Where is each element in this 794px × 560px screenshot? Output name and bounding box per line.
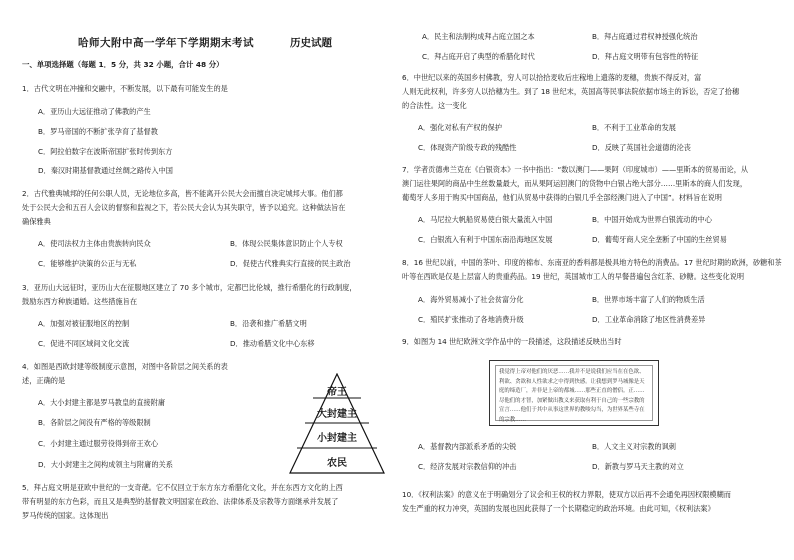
q8-option-b[interactable]: B．世界市场丰富了人们的物质生活 [592, 295, 705, 304]
q1-option-d[interactable]: D．秦汉时期基督教通过丝绸之路传入中国 [38, 166, 173, 175]
q2-stem-line2: 处于公民大会和五百人会议的督察和监视之下，若公民大会认为其失职守，皆予以追究。这种做法旨在 [22, 203, 346, 212]
q8-stem-line2: 叶等在西欧是仅是上层富人的贵重药品。19 世纪，英国城市工人的早餐普遍包含红茶、砂糖。这些变化说明 [402, 272, 745, 281]
q6-option-c[interactable]: C．体现资产阶级专政的残酷性 [418, 143, 517, 152]
q10-stem-line1: 10．《权利法案》的意义在于明确划分了议会和王权的权力界限，使双方以后再不会通免再因权限模糊而 [402, 490, 731, 499]
q9-option-d[interactable]: D．新教与罗马天主教的对立 [592, 462, 684, 471]
q9-quote-box [489, 360, 659, 426]
q7-stem-line3: 葡萄牙人多用于购买中国商品，他们从贸易中获得的白银几乎全部经澳门进入了中国”。材料旨在说明 [402, 193, 722, 202]
q5-stem-line2: 带有明显的东方色彩，而且又是典型的基督教文明国家在政治、法律体系及宗教等方面继承并发展了 [22, 497, 339, 506]
q6-option-a[interactable]: A．强化对私有产权的保护 [418, 123, 502, 132]
q2-option-c[interactable]: C．能够维护决策的公正与无私 [38, 259, 137, 268]
feudal-hierarchy-pyramid [289, 373, 385, 474]
q2-stem-line1: 2．古代雅典城邦的任何公职人员，无论地位多高，皆不能离开公民大会而擅自决定城邦大事。他们都 [22, 189, 343, 198]
q6-stem-line3: 的合法性。这一变化 [402, 101, 467, 110]
q4-option-c[interactable]: C．小封建主通过服劳役得到帝王欢心 [38, 439, 159, 448]
q7-option-c[interactable]: C．白银流入有利于中国东南沿海地区发展 [418, 235, 553, 244]
pyramid-level-peasants: 农民 [327, 458, 347, 469]
q7-option-a[interactable]: A．马尼拉大帆船贸易使白银大量流入中国 [418, 215, 553, 224]
q3-option-c[interactable]: C．促进不同区域间文化交流 [38, 339, 130, 348]
q5-option-b[interactable]: B．拜占庭通过君权神授强化统治 [592, 32, 698, 41]
pyramid-level-lesser-lords: 小封建主 [317, 433, 357, 444]
q9-option-b[interactable]: B．人文主义对宗教的讽刺 [592, 442, 676, 451]
q3-option-b[interactable]: B．沿袭和推广希腊文明 [230, 319, 307, 328]
q3-stem-line2: 鼓励东西方种族通婚。这些措施旨在 [22, 297, 138, 306]
q5-option-c[interactable]: C．拜占庭开启了典型的希腊化时代 [422, 52, 535, 61]
pyramid-level-emperor: 帝王 [327, 387, 347, 398]
q5-option-a[interactable]: A．民主和法制构成拜占庭立国之本 [422, 32, 535, 41]
q4-stem-line2: 述，正确的是 [22, 376, 66, 385]
q6-stem-line2: 人则无此权利，许多穷人以拾穗为生。到了 18 世纪末，英国高等民事法院依据市场主的诉讼，否定了拾穗 [402, 87, 740, 96]
q6-option-d[interactable]: D．反映了英国社会道德的沦丧 [592, 143, 691, 152]
q7-stem-line2: 澳门运往果阿的商品中生丝数量最大，而从果阿运回澳门的货物中白银占绝大部分……里斯本的商人们发现， [402, 179, 748, 188]
q4-option-b[interactable]: B．各阶层之间没有严格的等级限制 [38, 418, 151, 427]
q2-stem-line3: 确保雅典 [22, 217, 51, 226]
q5-stem-line3: 罗马传统的国家。这体现出 [22, 511, 109, 520]
q3-stem-line1: 3．亚历山大远征时，亚历山大在征服地区建立了 70 多个城市，定都巴比伦城，推行希腊化的行政制度， [22, 283, 357, 292]
q4-option-a[interactable]: A．大小封建主都是罗马教皇的直接附庸 [38, 398, 166, 407]
q6-stem-line1: 6．中世纪以来的英国乡村佛教，穷人可以拾拾麦收后庄稼地上遗落的麦穗，贵族不得反对，富 [402, 73, 702, 82]
q1-option-b[interactable]: B．罗马帝国的不断扩张孕育了基督教 [38, 127, 158, 136]
q2-option-b[interactable]: B．体现公民集体意识防止个人专权 [230, 239, 343, 248]
q1-option-a[interactable]: A．亚历山大远征推动了佛教的产生 [38, 107, 151, 116]
q9-option-a[interactable]: A．基督教内部派系矛盾的尖锐 [418, 442, 517, 451]
q2-option-a[interactable]: A．使司法权力主体由贵族转向民众 [38, 239, 151, 248]
q8-option-c[interactable]: C．殖民扩张推动了各地消费升级 [418, 315, 524, 324]
q8-stem-line1: 8．16 世纪以前，中国的茶叶、印度的棉布、东南亚的香料都是极具地方特色的消费品。17 世纪时期的欧洲，砂糖和茶 [402, 258, 782, 267]
q9-quote-text: 我觉得上帝对他们的厌恶……我并不是说我们应当在在色欲、利欲、贪欲和人性欲求之中得到快感。让我想到罗马城像是天庭的缔造厂，并非是上帝的都城……那些正直的僧侣。正……尽他们的才智，加紧做出教义来获取有利于自己的一些宗教的宣言……他们于其中从事这世界的教唆勾当，为世界某些寺在的宗教…… [495, 365, 653, 421]
q1-option-c[interactable]: C．阿拉伯数字在波斯帝国扩张时传到东方 [38, 147, 173, 156]
q4-option-d[interactable]: D．大小封建主之间构成领主与附庸的关系 [38, 460, 173, 469]
q10-stem-line2: 发生严重的权力冲突，英国的发展也因此获得了一个长期稳定的政治环境。由此可知，《权利法案》 [402, 504, 715, 513]
q7-option-d[interactable]: D．葡萄牙商人完全垄断了中国的生丝贸易 [592, 235, 727, 244]
q8-option-a[interactable]: A．海外贸易减小了社会贫富分化 [418, 295, 524, 304]
q1-stem: 1．古代文明在冲撞和交融中，不断发展，以下最有可能发生的是 [22, 84, 228, 93]
q4-stem-line1: 4．如图是西欧封建等级制度示意图，对图中各阶层之间关系的表 [22, 362, 228, 371]
q2-option-d[interactable]: D．促使古代雅典实行直接的民主政治 [230, 259, 351, 268]
q9-option-c[interactable]: C．经济发展对宗教信仰的冲击 [418, 462, 517, 471]
q7-stem-line1: 7．学者贡德弗兰克在《白银资本》一书中指出：“数以澳门——果阿（印度城市）——里斯本的贸易而论，从 [402, 165, 749, 174]
pyramid-level-great-lords: 大封建主 [317, 409, 357, 420]
q5-stem-line1: 5．拜占庭文明是亚欧中世纪的一支奇葩。它不仅回立于东方东方希腊化文化，并在东西方文化的上西 [22, 483, 343, 492]
exam-subject: 历史试题 [290, 37, 332, 49]
q8-option-d[interactable]: D．工业革命消除了地区性消费差异 [592, 315, 706, 324]
q5-option-d[interactable]: D．拜占庭文明带有包容性的特征 [592, 52, 699, 61]
q6-option-b[interactable]: B．不利于工业革命的发展 [592, 123, 676, 132]
exam-title: 哈师大附中高一学年下学期期末考试 [78, 37, 254, 49]
q9-stem: 9．如图为 14 世纪欧洲文学作品中的一段描述，这段描述反映出当时 [402, 337, 622, 346]
section-heading: 一、单项选择题（每题 1．5 分，共 32 小题，合计 48 分） [22, 60, 224, 69]
q3-option-a[interactable]: A．加强对被征服地区的控制 [38, 319, 130, 328]
q7-option-b[interactable]: B．中国开始成为世界白银流动的中心 [592, 215, 712, 224]
q3-option-d[interactable]: D．推动希腊文化中心东移 [230, 339, 315, 348]
